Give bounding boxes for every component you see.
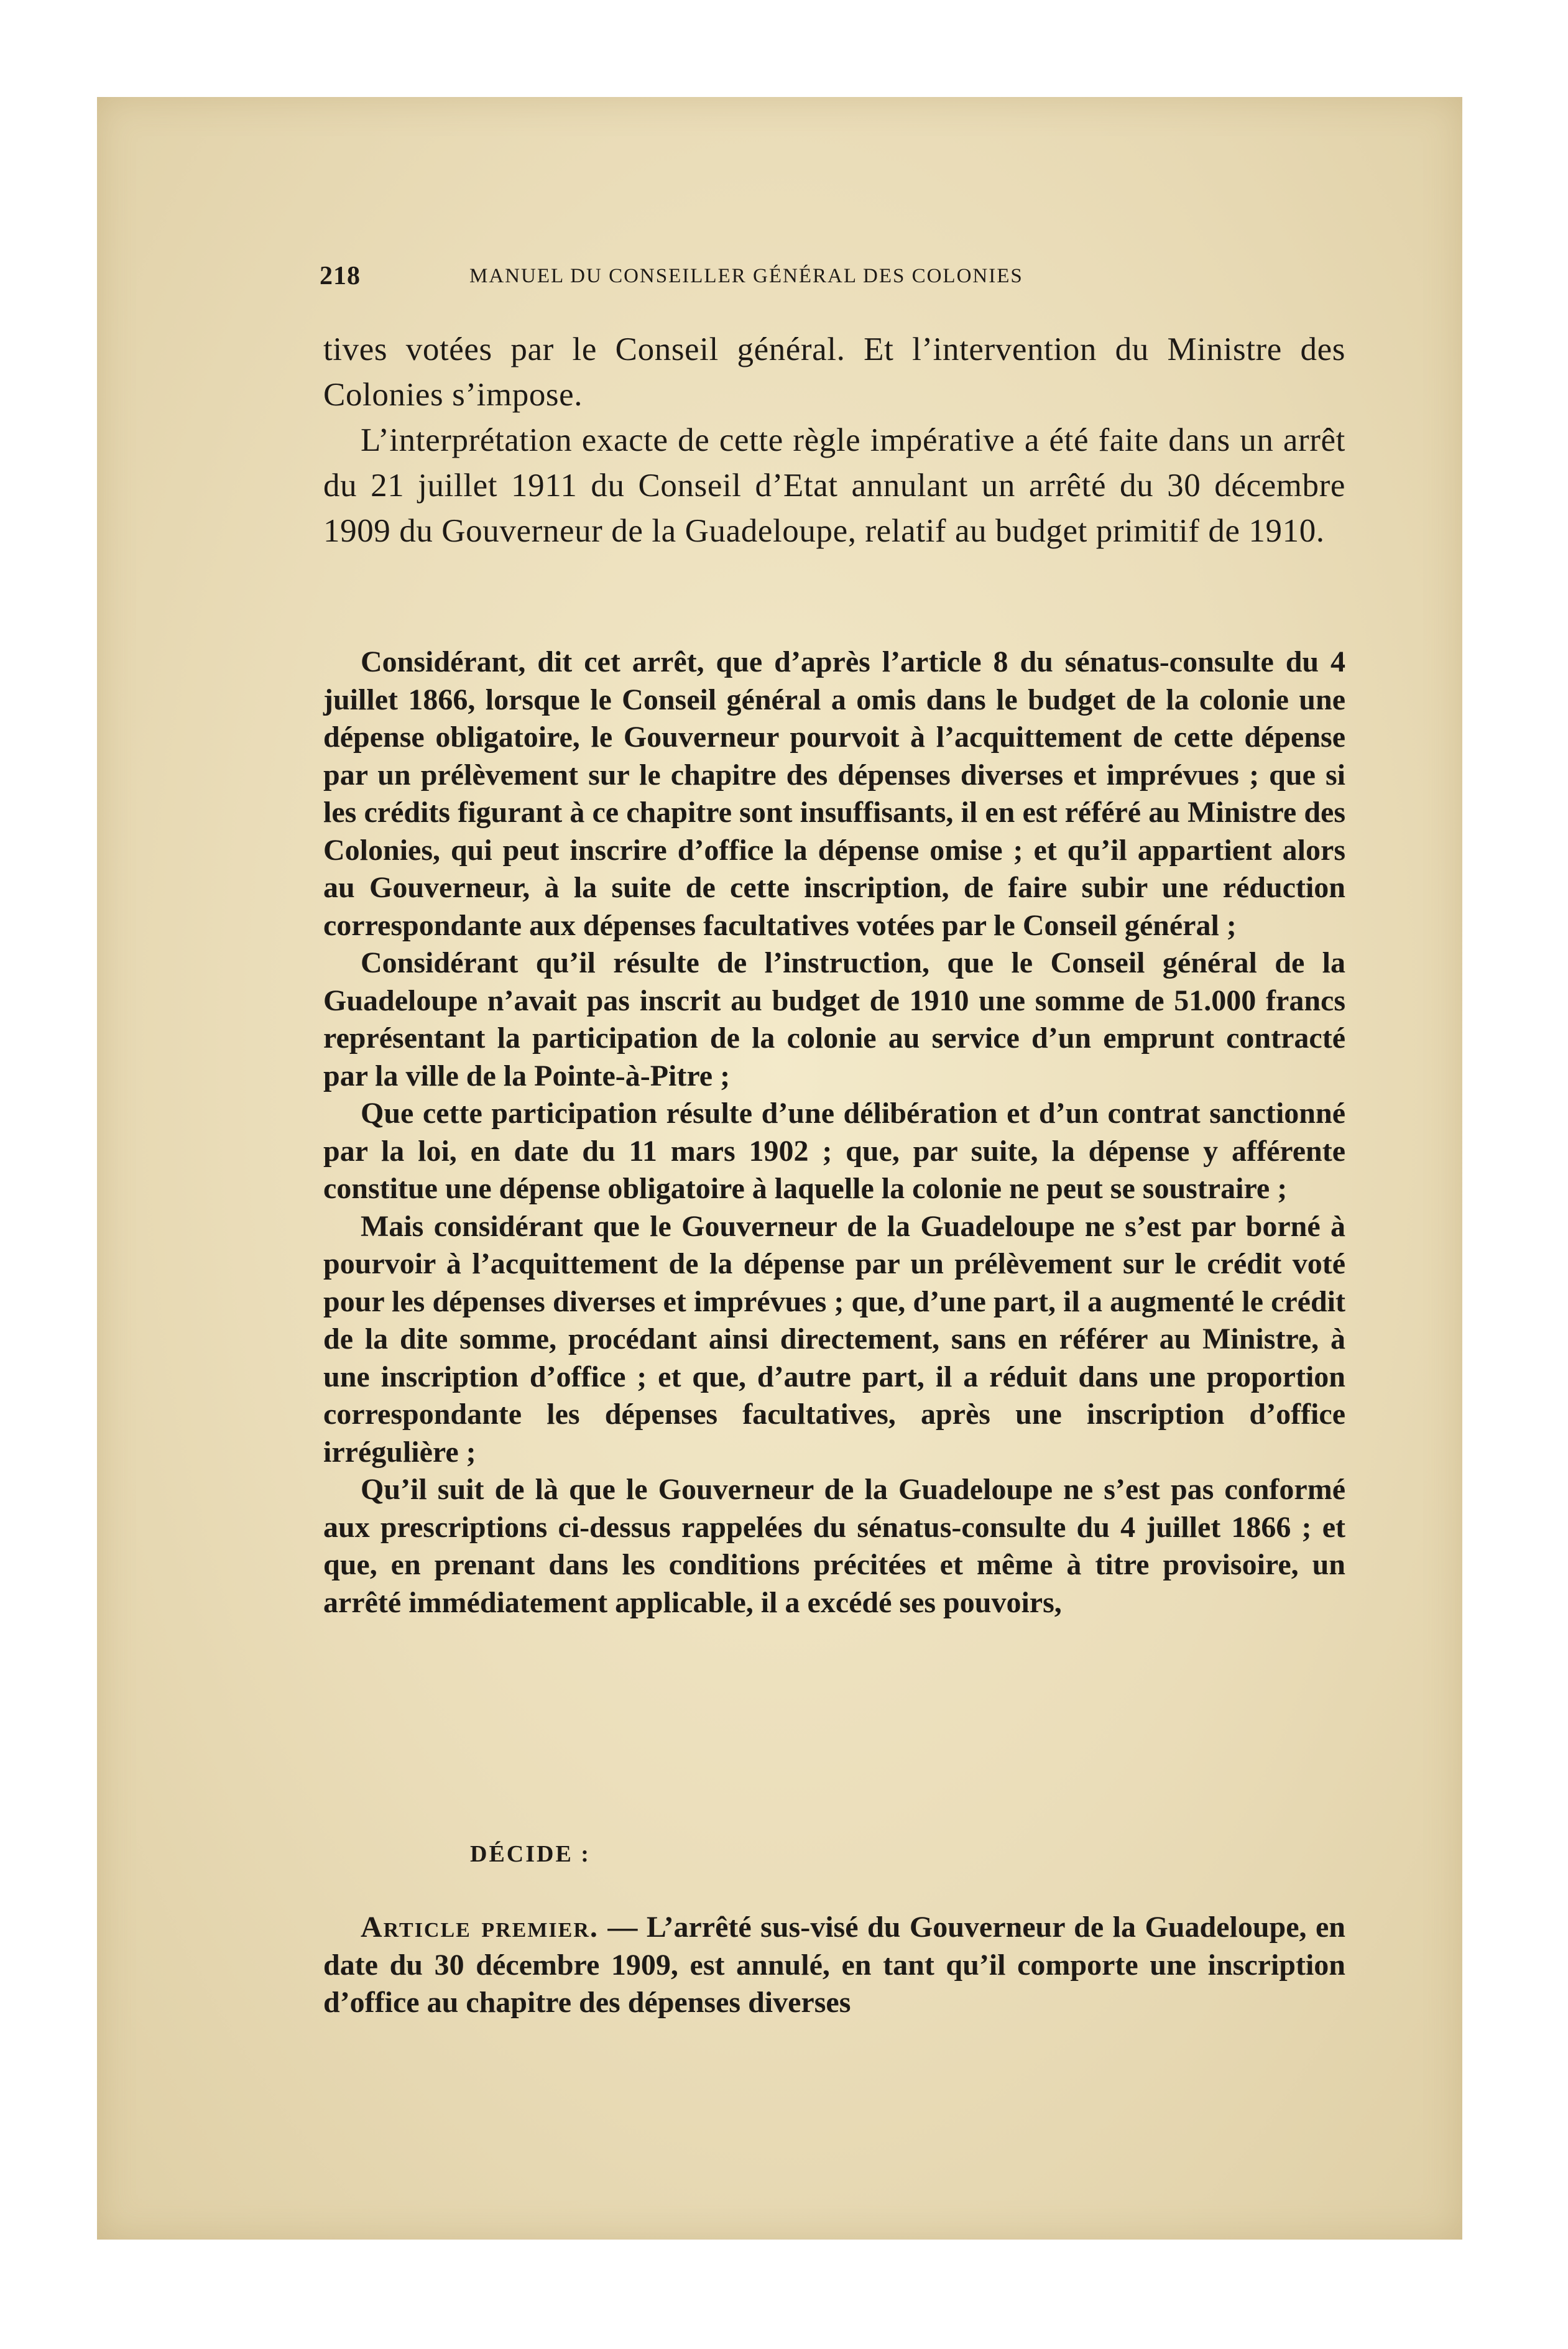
running-title: MANUEL DU CONSEILLER GÉNÉRAL DES COLONIES xyxy=(469,265,1023,287)
intro-text xyxy=(323,327,1345,554)
article-text: — L’arrêté sus-visé du Gouverneur de la Guadeloupe, en date du 30 décembre 1909, est annulé, en tant qu’il comporte une inscription d’office au chapitre des dépenses diverses xyxy=(323,1911,1345,2019)
recital-paragraph: Mais considérant que le Gouverneur de la Guadeloupe ne s’est par borné à pourvoir à l’acquittement de la dépense par un prélèvement sur le crédit voté pour les dépenses diverses et imprévues ; que, d’une part, il a augmenté le crédit de la dite somme, procédant ainsi directement, sans en référer au Ministre, à une inscription d’office ; et que, d’autre part, il a réduit dans une proportion correspondante les dépenses facultatives, après une inscription d’office irrégulière ; xyxy=(323,1209,1345,1469)
paragraph-interpretation: L’interprétation exacte de cette règle impérative a été faite dans un arrêt du 21 juillet 1911 du Conseil d’Etat annulant un arrêté du 30 décembre 1909 du Gouverneur de la Guadeloupe, relatif au budget primitif de 1910. xyxy=(323,422,1345,549)
page-header xyxy=(320,261,1352,298)
article-heading: Article premier. xyxy=(361,1911,599,1944)
article-paragraph xyxy=(323,1909,1345,2022)
recital-paragraph: Considérant, dit cet arrêt, que d’après l’article 8 du sénatus-consulte du 4 juillet 1866, lorsque le Conseil général a omis dans le budget de la colonie une dépense obligatoire, le Gouverneur pourvoit à l’acquittement de cette dépense par un prélèvement sur le chapitre des dépenses diverses et imprévues ; que si les crédits figurant à ce chapitre sont insuffisants, il en est référé au Ministre des Colonies, qui peut inscrire d’office la dépense omise ; et qu’il appartient alors au Gouverneur, à la suite de cette inscription, de faire subir une réduction correspondante aux dépenses facultatives votées par le Conseil général ; xyxy=(323,645,1345,942)
recital-paragraph: Considérant qu’il résulte de l’instruction, que le Conseil général de la Guadeloupe n’avait pas inscrit au budget de 1910 une somme de 51.000 francs représentant la participation de la colonie au service d’un emprunt contracté par la ville de la Pointe-à-Pitre ; xyxy=(323,946,1345,1092)
page-number: 218 xyxy=(320,262,361,290)
recital-paragraph: Que cette participation résulte d’une délibération et d’un contrat sanctionné par la loi, en date du 11 mars 1902 ; que, par suite, la dépense y afférente constitue une dépense obligatoire à laquelle la colonie ne peut se soustraire ; xyxy=(323,1097,1345,1205)
decision-recitals xyxy=(323,644,1345,1622)
article-section xyxy=(323,1909,1345,2022)
paragraph-continuation: tives votées par le Conseil général. Et l’intervention du Ministre des Colonies s’impose. xyxy=(323,331,1345,413)
recital-paragraph: Qu’il suit de là que le Gouverneur de la Guadeloupe ne s’est pas conformé aux prescriptions ci-dessus rappelées du sénatus-consulte du 4 juillet 1866 ; et que, en prenant dans les conditions précitées et même à titre provisoire, un arrêté immédiatement applicable, il a excédé ses pouvoirs, xyxy=(323,1473,1345,1619)
decide-heading: DÉCIDE : xyxy=(470,1841,591,1867)
